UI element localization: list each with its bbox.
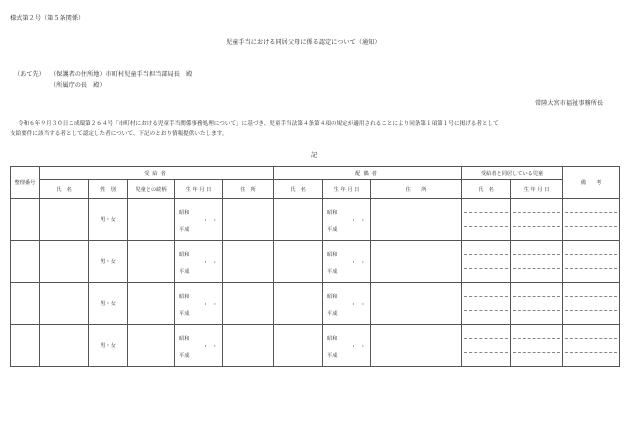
recipient-birthdate-cell[interactable]: [175, 241, 223, 283]
era-showa: 昭和: [179, 210, 190, 216]
remarks-cell[interactable]: [563, 325, 620, 367]
spouse-birthdate-cell[interactable]: [323, 241, 371, 283]
table-row: [11, 199, 620, 241]
recipient-name-cell[interactable]: [40, 241, 89, 283]
era-heisei: 平成: [327, 353, 338, 359]
date-dots: ・・: [351, 344, 370, 350]
recipient-name-cell[interactable]: [40, 283, 89, 325]
recipient-birthdate-cell[interactable]: [175, 325, 223, 367]
gender-cell[interactable]: 男・女: [89, 325, 128, 367]
recipient-address-cell[interactable]: [223, 241, 274, 283]
col-spouse-address: 住 所: [371, 180, 462, 199]
spouse-address-cell[interactable]: [371, 241, 462, 283]
table-row: [11, 241, 620, 283]
gender-cell[interactable]: 男・女: [89, 241, 128, 283]
table-row: [11, 283, 620, 325]
col-remarks: 備 考: [563, 167, 620, 199]
col-recipient-address: 住 所: [223, 180, 274, 199]
child-name-cell[interactable]: [462, 283, 511, 325]
recipient-birthdate-cell[interactable]: [175, 199, 223, 241]
era-showa: 昭和: [327, 252, 338, 258]
ki-note-mark: 記: [311, 152, 318, 159]
spouse-name-cell[interactable]: [274, 283, 323, 325]
recipient-address-cell[interactable]: [223, 283, 274, 325]
group-spouse: 配偶者: [274, 167, 462, 180]
spouse-name-cell[interactable]: [274, 241, 323, 283]
remarks-cell[interactable]: [563, 241, 620, 283]
child-birthdate-cell[interactable]: [511, 241, 563, 283]
recognition-table: [10, 166, 620, 367]
era-heisei: 平成: [327, 227, 338, 233]
era-heisei: 平成: [179, 311, 190, 317]
seiri-cell[interactable]: [11, 199, 40, 241]
relation-cell[interactable]: [128, 199, 175, 241]
era-showa: 昭和: [327, 294, 338, 300]
spouse-address-cell[interactable]: [371, 325, 462, 367]
group-child: 受給者と同居している児童: [462, 167, 563, 180]
col-spouse-name: 氏 名: [274, 180, 323, 199]
spouse-birthdate-cell[interactable]: [323, 325, 371, 367]
date-dots: ・・: [203, 260, 222, 266]
gender-cell[interactable]: 男・女: [89, 283, 128, 325]
era-heisei: 平成: [327, 269, 338, 275]
era-heisei: 平成: [179, 227, 190, 233]
col-child-birthdate: 生 年 月 日: [511, 180, 563, 199]
child-birthdate-cell[interactable]: [511, 325, 563, 367]
addressee-line-1: （保護者の住所地）市町村児童手当担当部局長 殿: [50, 71, 193, 78]
form-number: 様式第２号（第５条関係）: [10, 15, 85, 22]
body-text-line-2: 支給要件に該当する者として認定した者について、下記のとおり情報提供いたします。: [10, 131, 228, 137]
col-recipient-relation: 児童との続柄: [128, 180, 175, 199]
date-dots: ・・: [351, 260, 370, 266]
date-dots: ・・: [203, 344, 222, 350]
body-text-line-1: 令和６年９月３０日こ成環第２６４号「市町村における児童手当関係事務処理について」に基づき、児童手当法第４条第４項の規定が適用されることにより同条第１項第１号に掲げる者として: [18, 121, 499, 127]
child-birthdate-cell[interactable]: [511, 283, 563, 325]
recipient-address-cell[interactable]: [223, 199, 274, 241]
col-spouse-birthdate: 生 年 月 日: [323, 180, 371, 199]
table-row: [11, 325, 620, 367]
spouse-name-cell[interactable]: [274, 199, 323, 241]
addressee-label: （あて先）: [14, 71, 45, 78]
remarks-cell[interactable]: [563, 283, 620, 325]
remarks-cell[interactable]: [563, 199, 620, 241]
group-recipient: 受給者: [40, 167, 274, 180]
col-seiri-number: 整理番号: [11, 167, 40, 199]
spouse-address-cell[interactable]: [371, 199, 462, 241]
era-showa: 昭和: [327, 210, 338, 216]
era-showa: 昭和: [179, 336, 190, 342]
era-heisei: 平成: [327, 311, 338, 317]
date-dots: ・・: [203, 302, 222, 308]
spouse-birthdate-cell[interactable]: [323, 199, 371, 241]
col-child-name: 氏 名: [462, 180, 511, 199]
spouse-address-cell[interactable]: [371, 283, 462, 325]
recipient-address-cell[interactable]: [223, 325, 274, 367]
col-recipient-gender: 性 別: [89, 180, 128, 199]
sender-name: 常陸大宮市福祉事務所長: [535, 100, 604, 107]
document-title: 児童手当における同居父母に係る認定について（通知）: [226, 39, 381, 46]
date-dots: ・・: [351, 218, 370, 224]
recipient-birthdate-cell[interactable]: [175, 283, 223, 325]
date-dots: ・・: [203, 218, 222, 224]
relation-cell[interactable]: [128, 325, 175, 367]
child-name-cell[interactable]: [462, 199, 511, 241]
era-showa: 昭和: [327, 336, 338, 342]
date-dots: ・・: [351, 302, 370, 308]
era-heisei: 平成: [179, 353, 190, 359]
addressee-line-2: （所属庁の長 殿）: [50, 82, 106, 89]
child-name-cell[interactable]: [462, 325, 511, 367]
relation-cell[interactable]: [128, 283, 175, 325]
col-recipient-birthdate: 生 年 月 日: [175, 180, 223, 199]
era-heisei: 平成: [179, 269, 190, 275]
child-name-cell[interactable]: [462, 241, 511, 283]
relation-cell[interactable]: [128, 241, 175, 283]
spouse-name-cell[interactable]: [274, 325, 323, 367]
recipient-name-cell[interactable]: [40, 199, 89, 241]
gender-cell[interactable]: 男・女: [89, 199, 128, 241]
child-birthdate-cell[interactable]: [511, 199, 563, 241]
col-recipient-name: 氏 名: [40, 180, 89, 199]
seiri-cell[interactable]: [11, 325, 40, 367]
era-showa: 昭和: [179, 252, 190, 258]
seiri-cell[interactable]: [11, 241, 40, 283]
recipient-name-cell[interactable]: [40, 325, 89, 367]
spouse-birthdate-cell[interactable]: [323, 283, 371, 325]
era-showa: 昭和: [179, 294, 190, 300]
seiri-cell[interactable]: [11, 283, 40, 325]
